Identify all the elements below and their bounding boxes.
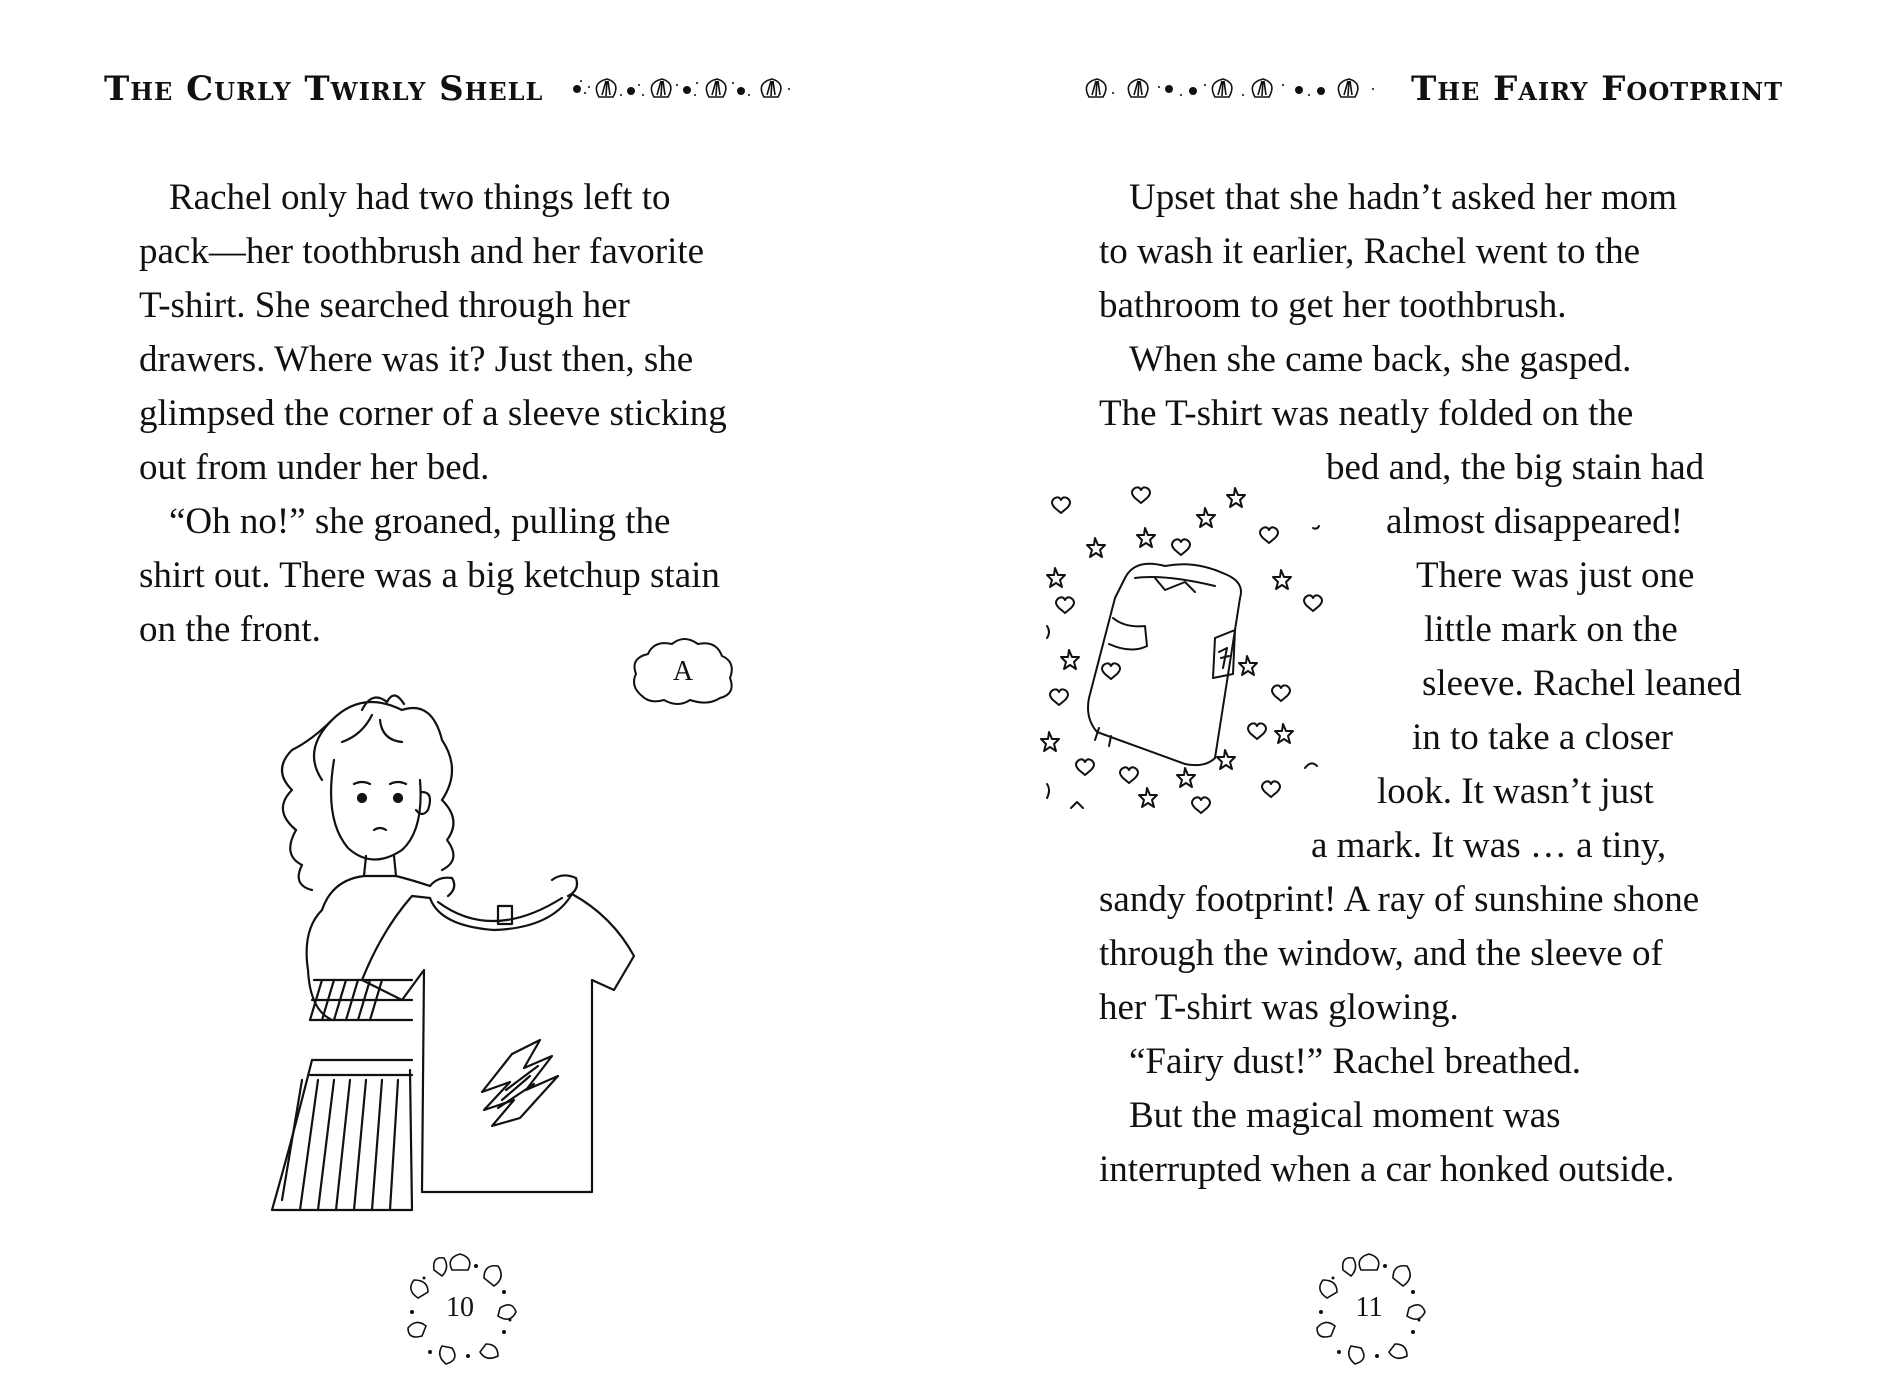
running-head-left xyxy=(104,64,794,114)
text-line: through the window, and the sleeve of xyxy=(1099,933,1663,974)
text-line: sleeve. Rachel leaned xyxy=(1422,663,1742,704)
text-line: to wash it earlier, Rachel went to the xyxy=(1099,231,1640,272)
text-line: interrupted when a car honked outside. xyxy=(1099,1149,1675,1190)
page-number-right-value: 11 xyxy=(1355,1292,1383,1323)
text-line: Upset that she hadn’t asked her mom xyxy=(1129,177,1678,218)
text-line: But the magical moment was xyxy=(1129,1095,1561,1136)
page-number-right xyxy=(1309,1248,1429,1368)
text-line: “Fairy dust!” Rachel breathed. xyxy=(1129,1041,1582,1082)
text-line: her T-shirt was glowing. xyxy=(1099,987,1459,1028)
text-line: pack—her toothbrush and her favorite xyxy=(139,231,705,272)
running-head-right xyxy=(1073,64,1783,114)
text-line: out from under her bed. xyxy=(139,447,490,488)
body-text-left xyxy=(139,171,727,657)
text-line: drawers. Where was it? Just then, she xyxy=(139,339,694,380)
page-number-left xyxy=(400,1248,520,1368)
shell-ornament-icon xyxy=(1073,69,1385,109)
text-line: bed and, the big stain had xyxy=(1326,447,1705,488)
chapter-title-right: The Fairy Footprint xyxy=(1411,69,1784,109)
text-line: shirt out. There was a big ketchup stain xyxy=(139,555,720,596)
sparkling-tshirt-illustration xyxy=(1035,478,1335,818)
text-line: T-shirt. She searched through her xyxy=(139,285,630,326)
text-line: glimpsed the corner of a sleeve sticking xyxy=(139,393,727,434)
text-line: bathroom to get her toothbrush. xyxy=(1099,285,1567,326)
text-line: The T-shirt was neatly folded on the xyxy=(1099,393,1634,434)
text-line: There was just one xyxy=(1416,555,1695,596)
page-number-left-value: 10 xyxy=(446,1292,474,1323)
text-line: When she came back, she gasped. xyxy=(1129,339,1632,380)
shell-ornament-icon xyxy=(569,69,794,109)
text-line: Rachel only had two things left to xyxy=(169,177,671,218)
text-line: little mark on the xyxy=(1424,609,1678,650)
text-line: in to take a closer xyxy=(1412,717,1673,758)
text-line: a mark. It was … a tiny, xyxy=(1311,825,1667,866)
girl-holding-shirt-illustration xyxy=(262,680,682,1220)
text-line: “Oh no!” she groaned, pulling the xyxy=(169,501,671,542)
text-line: look. It wasn’t just xyxy=(1377,771,1654,812)
right-page xyxy=(943,0,1886,1396)
text-line: on the front. xyxy=(139,609,321,650)
text-line: almost disappeared! xyxy=(1386,501,1683,542)
text-line: sandy footprint! A ray of sunshine shone xyxy=(1099,879,1700,920)
bubble-letter: A xyxy=(672,656,694,687)
chapter-title-left: The Curly Twirly Shell xyxy=(104,69,544,109)
